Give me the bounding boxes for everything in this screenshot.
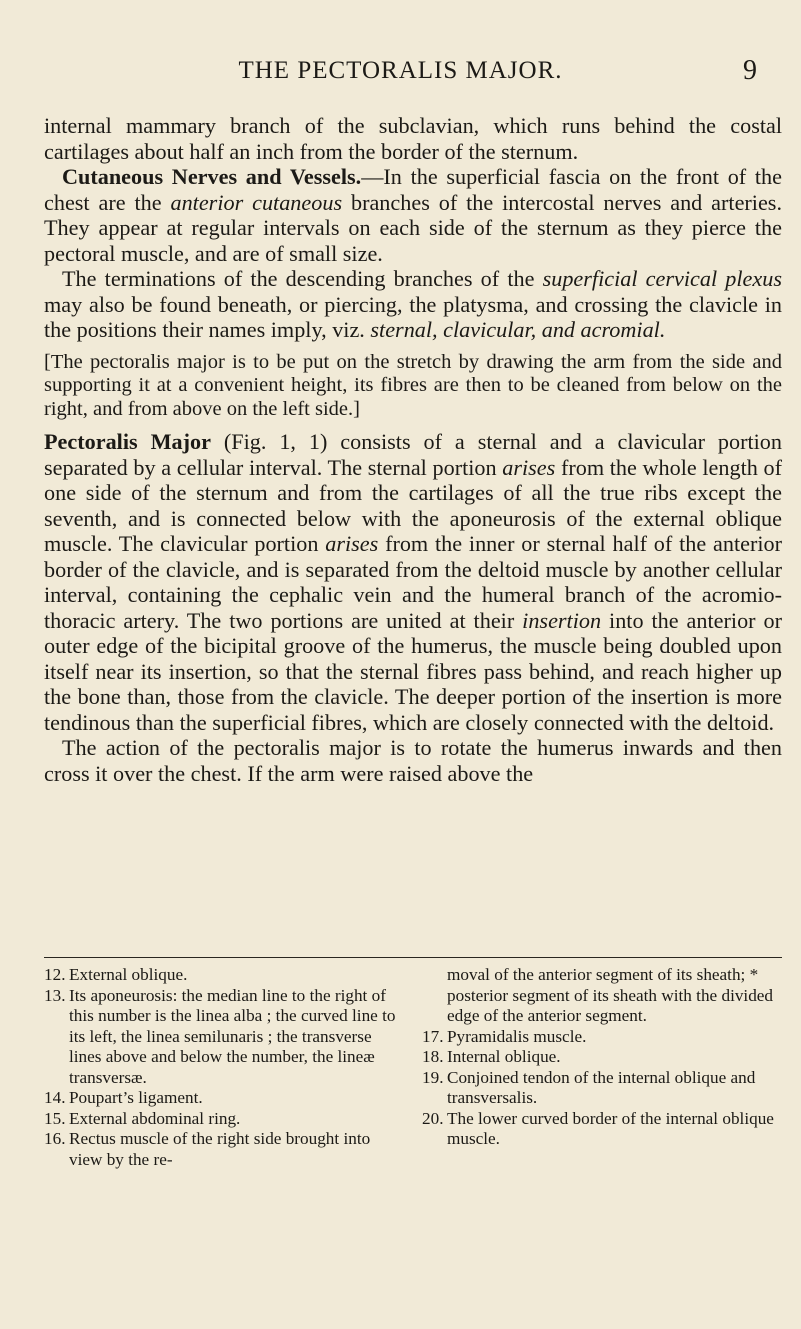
legend-item [422, 1068, 782, 1109]
legend-text: The lower curved border of the internal oblique muscle. [447, 1108, 774, 1148]
legend-number: 16. [44, 1129, 66, 1148]
legend-column-right [422, 965, 782, 1170]
legend-number: 17. [422, 1026, 444, 1046]
legend-number: 12. [44, 965, 66, 984]
running-title: THE PECTORALIS MAJOR. [238, 57, 563, 84]
legend-item [44, 1129, 404, 1170]
emphasis-text: superficial cervical plexus [542, 266, 782, 291]
legend-item [44, 965, 404, 986]
section-heading-cutaneous: Cutaneous Nerves and Vessels. [62, 164, 362, 189]
paragraph-action: The action of the pectoralis major is to rotate the humerus inwards and then cross it over the chest. If the arm were raised above the [44, 735, 782, 786]
legend-continuation: moval of the anterior segment of its sheath; * posterior segment of its sheath with the divided edge of the anterior segment. [447, 965, 774, 1025]
legend-item [44, 986, 404, 1089]
text-run: (Fig. 1, 1) consists of a sternal and a clavicular portion separated by a cellular interval. The sternal portion [44, 429, 782, 480]
emphasis-text: arises [502, 454, 556, 480]
footnote-divider [44, 957, 782, 958]
text-run: The terminations of the descending branches of the [62, 266, 543, 291]
legend-item [44, 1088, 404, 1109]
legend-number: 15. [44, 1108, 66, 1128]
dissection-note: [The pectoralis major is to be put on the stretch by drawing the arm from the side and supporting it at a convenient height, its fibres are then to be cleaned from below on the right, and from above on the left side.] [44, 350, 782, 420]
paragraph-pectoralis-major [44, 429, 782, 735]
body-text [44, 113, 782, 786]
legend-item [422, 1109, 782, 1150]
legend-number: 18. [422, 1047, 444, 1066]
legend-item [422, 1027, 782, 1048]
section-heading-pectoralis: Pectoralis Major [44, 429, 211, 454]
paragraph-terminations [44, 266, 782, 343]
legend-text: Its aponeurosis: the median line to the right of this number is the linea alba ; the curved line to its left, the linea semilunaris ; the transverse lines above and below the number, the lineæ transversæ. [69, 985, 396, 1087]
legend-text: Poupart’s ligament. [69, 1088, 203, 1107]
legend-number: 14. [44, 1088, 66, 1107]
legend-number: 19. [422, 1067, 444, 1087]
legend-text: External oblique. [69, 965, 188, 984]
emphasis-text: sternal, clavicular, and acromial. [370, 317, 666, 342]
paragraph-1: internal mammary branch of the subclavian, which runs behind the costal cartilages about half an inch from the border of the sternum. [44, 113, 782, 164]
text-run: into the anterior or outer edge of the bicipital groove of the humerus, the muscle being doubled upon itself near its insertion, so that the sternal fibres pass behind, and reach higher up the bone than, those from the clavicle. The deeper portion of the insertion is more tendinous than the superficial fibres, which are closely connected with the deltoid. [44, 607, 782, 735]
emphasis-text: insertion [522, 607, 602, 633]
legend-item [422, 1047, 782, 1068]
legend-text: Rectus muscle of the right side brought into view by the re- [69, 1129, 371, 1169]
text-run: from the whole length of one side of the sternum and from the cartilages of all the true ribs except the seventh, and is connected below with the aponeurosis of the external oblique muscle. The clavicular portion [44, 454, 782, 556]
legend-column-left [44, 965, 404, 1170]
text-run: —In the superficial fascia on the front of the chest are the [44, 164, 782, 215]
text-run: branches of the intercostal nerves and arteries. They appear at regular intervals on each side of the sternum as they pierce the pectoral muscle, and are of small size. [44, 189, 782, 266]
paragraph-cutaneous-nerves [44, 164, 782, 266]
legend-item [44, 1109, 404, 1130]
emphasis-text: arises [325, 531, 379, 556]
page-number: 9 [743, 55, 757, 86]
legend-text: Internal oblique. [447, 1047, 561, 1066]
page-header [0, 57, 801, 97]
legend-number: 20. [422, 1108, 444, 1128]
figure-legend [44, 965, 782, 1170]
legend-text: Pyramidalis muscle. [447, 1026, 587, 1046]
text-run: from the inner or sternal half of the anterior border of the clavicle, and is separated from the deltoid muscle by another cellular interval, containing the cephalic vein and the humeral branch of the acromio-thoracic artery. The two portions are united at their [44, 531, 782, 633]
legend-text: Conjoined tendon of the internal oblique and transversalis. [447, 1067, 756, 1107]
text-run: may also be found beneath, or piercing, the platysma, and crossing the clavicle in the positions their names imply, viz. [44, 291, 782, 342]
emphasis-text: anterior cutaneous [170, 189, 343, 215]
legend-number: 13. [44, 985, 66, 1005]
legend-text: External abdominal ring. [69, 1108, 241, 1128]
